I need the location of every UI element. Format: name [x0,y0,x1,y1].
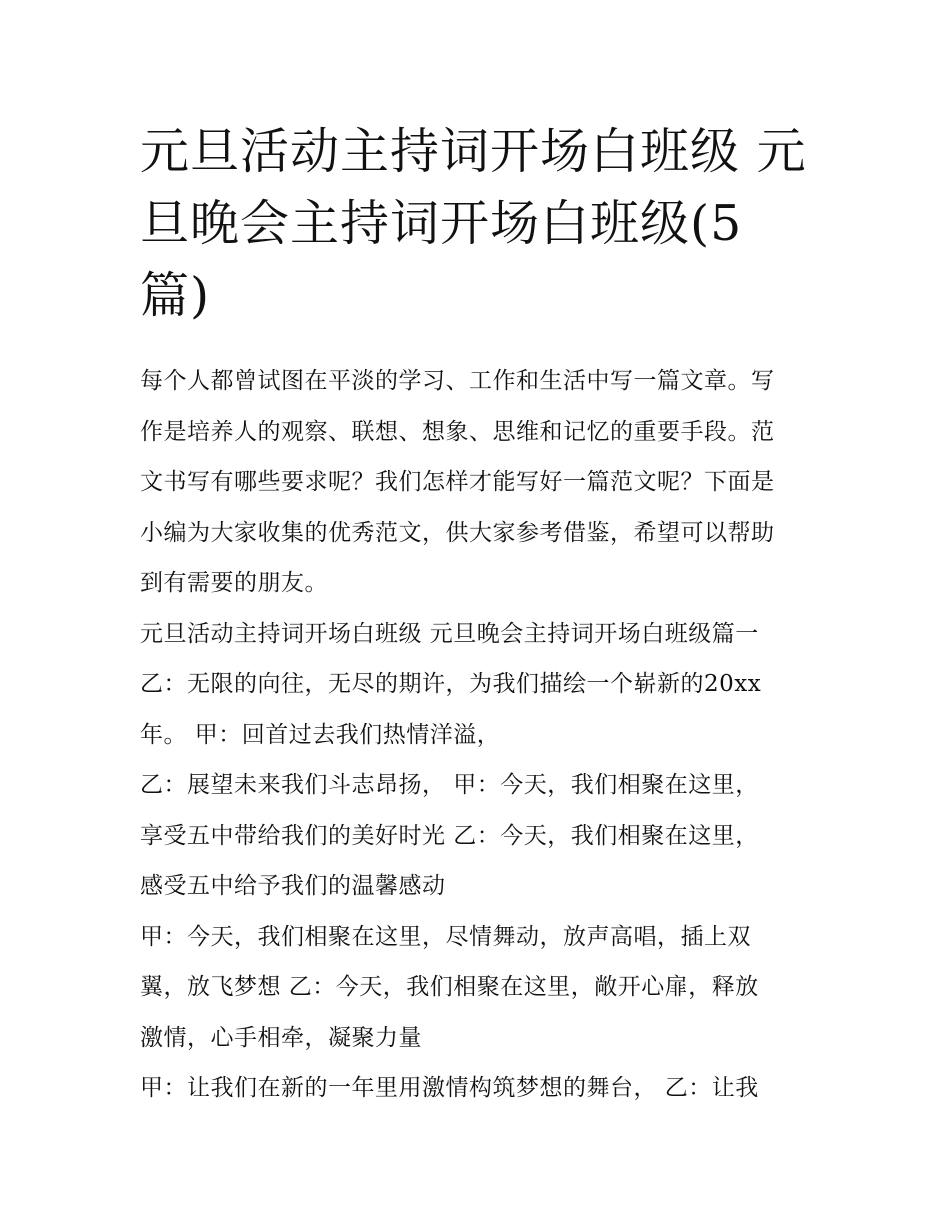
text-line: 感受五中给予我们的温馨感动 [140,873,446,899]
text-line: 到有需要的朋友。 [140,570,328,596]
dialogue-paragraph [140,760,820,912]
text-line: 小编为大家收集的优秀范文，供大家参考借鉴，希望可以帮助 [140,519,775,546]
text-line: 作是培养人的观察、联想、想象、思维和记忆的重要手段。范 [140,418,775,445]
section-heading [140,609,820,660]
dialogue-paragraph [140,659,820,760]
intro-paragraph [140,356,820,609]
text-line: 乙：展望未来我们斗志昂扬， 甲：今天，我们相聚在这里， [140,772,759,798]
title-line: 篇) [140,267,211,324]
document-body [140,356,820,1114]
document-title [140,116,820,332]
title-line: 元旦活动主持词开场白班级 元 [140,123,807,180]
text-line: 文书写有哪些要求呢？我们怎样才能写好一篇范文呢？下面是 [140,469,775,495]
text-line: 年。 甲：回首过去我们热情洋溢， [140,721,501,748]
text-line: 翼，放飞梦想 乙：今天，我们相聚在这里，敞开心扉，释放 [140,974,759,1000]
dialogue-paragraph [140,912,820,1064]
text-line: 元旦活动主持词开场白班级 元旦晚会主持词开场白班级篇一 [140,620,759,647]
text-line: 每个人都曾试图在平淡的学习、工作和生活中写一篇文章。写 [140,368,775,394]
text-line: 激情，心手相牵，凝聚力量 [140,1024,422,1051]
title-line: 旦晚会主持词开场白班级(5 [140,195,743,252]
text-line: 乙：无限的向往，无尽的期许，为我们描绘一个崭新的20xx [140,671,762,697]
text-line: 甲：让我们在新的一年里用激情构筑梦想的舞台， 乙：让我 [140,1075,759,1101]
text-line: 享受五中带给我们的美好时光 乙：今天，我们相聚在这里， [140,822,759,849]
dialogue-paragraph [140,1063,820,1114]
text-line: 甲：今天，我们相聚在这里，尽情舞动，放声高唱，插上双 [140,923,751,950]
